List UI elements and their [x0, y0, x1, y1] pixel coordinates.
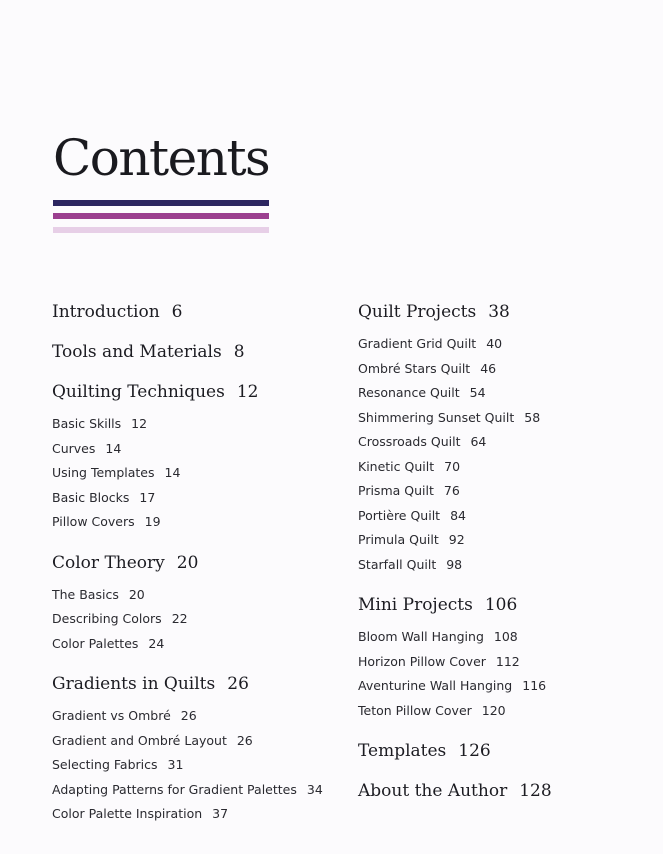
toc-section-heading[interactable] — [52, 551, 342, 575]
entry-page-number: 46 — [480, 360, 497, 376]
toc-entry[interactable] — [52, 437, 342, 462]
toc-section-heading[interactable] — [52, 300, 342, 324]
section-title: Quilt Projects — [358, 302, 477, 322]
toc-entry[interactable] — [52, 704, 342, 729]
entry-page-number: 64 — [470, 434, 487, 449]
entry-title: Using Templates — [52, 465, 155, 480]
entry-title: Crossroads Quilt — [358, 434, 461, 449]
section-title: Introduction — [52, 302, 160, 322]
entry-page-number: 14 — [164, 465, 181, 480]
entry-title: Describing Colors — [52, 611, 162, 626]
toc-section — [52, 672, 342, 827]
title-underline-bar — [53, 227, 269, 233]
entry-title: The Basics — [52, 586, 119, 602]
toc-section — [52, 380, 342, 535]
toc-entry[interactable] — [52, 778, 342, 803]
entry-title: Starfall Quilt — [358, 556, 437, 572]
entry-title: Color Palettes — [52, 635, 139, 651]
entry-title: Resonance Quilt — [358, 385, 460, 400]
entry-page-number: 70 — [444, 458, 461, 474]
section-page-number: 6 — [171, 302, 183, 322]
entry-page-number: 76 — [443, 483, 460, 498]
entry-title: Gradient and Ombré Layout — [52, 732, 227, 748]
toc-section-heading[interactable] — [358, 779, 648, 803]
entry-title: Portière Quilt — [358, 507, 441, 523]
toc-section — [52, 340, 342, 364]
entry-page-number: 22 — [171, 611, 188, 626]
entry-title: Adapting Patterns for Gradient Palettes — [52, 781, 297, 797]
entry-page-number: 84 — [450, 507, 466, 523]
entry-page-number: 31 — [167, 757, 184, 772]
toc-entry[interactable] — [52, 486, 342, 511]
section-page-number: 38 — [488, 302, 510, 322]
toc-entry[interactable] — [358, 699, 648, 724]
toc-entry[interactable] — [52, 632, 342, 657]
toc-entry[interactable] — [52, 607, 342, 632]
entry-title: Gradient Grid Quilt — [358, 336, 477, 351]
entry-page-number: 20 — [128, 586, 145, 602]
entry-title: Prisma Quilt — [358, 483, 434, 498]
entry-page-number: 58 — [524, 409, 541, 425]
entry-title: Selecting Fabrics — [52, 757, 158, 772]
entry-title: Aventurine Wall Hanging — [358, 678, 513, 693]
entry-page-number: 19 — [144, 514, 161, 529]
toc-section-heading[interactable] — [52, 672, 342, 696]
toc-entry[interactable] — [358, 406, 648, 431]
entry-title: Curves — [52, 440, 96, 456]
toc-section — [358, 300, 648, 577]
section-page-number: 106 — [484, 595, 518, 615]
section-page-number: 8 — [233, 342, 245, 362]
toc-entry[interactable] — [52, 583, 342, 608]
toc-entry[interactable] — [52, 802, 342, 827]
entry-page-number: 92 — [448, 532, 465, 547]
toc-section — [52, 551, 342, 657]
section-page-number: 12 — [236, 382, 259, 402]
section-title: Quilting Techniques — [52, 382, 225, 402]
toc-entry[interactable] — [358, 674, 648, 699]
toc-section — [358, 739, 648, 763]
toc-entry[interactable] — [358, 625, 648, 650]
section-title: Color Theory — [52, 552, 165, 573]
section-page-number: 20 — [176, 552, 199, 573]
entry-page-number: 26 — [236, 732, 253, 748]
toc-entry[interactable] — [52, 729, 342, 754]
section-title: Mini Projects — [358, 595, 473, 615]
section-title: Templates — [358, 741, 447, 761]
entry-title: Kinetic Quilt — [358, 458, 435, 474]
entry-title: Pillow Covers — [52, 514, 135, 529]
entry-page-number: 98 — [446, 556, 463, 572]
section-page-number: 126 — [458, 741, 491, 761]
toc-entry[interactable] — [358, 455, 648, 480]
entry-title: Shimmering Sunset Quilt — [358, 409, 515, 425]
entry-title: Gradient vs Ombré — [52, 708, 171, 723]
toc-entry[interactable] — [358, 504, 648, 529]
toc-section-heading[interactable] — [358, 300, 648, 324]
toc-entry[interactable] — [358, 528, 648, 553]
entry-title: Primula Quilt — [358, 532, 439, 547]
toc-entry[interactable] — [358, 332, 648, 357]
title-underline-bar — [53, 200, 269, 206]
entry-page-number: 14 — [105, 440, 122, 456]
entry-title: Basic Skills — [52, 416, 122, 431]
entry-page-number: 40 — [486, 336, 503, 351]
entry-page-number: 34 — [306, 781, 323, 797]
toc-entry[interactable] — [52, 510, 342, 535]
section-title: Gradients in Quilts — [52, 674, 216, 694]
title-underline-bar — [53, 213, 269, 219]
entry-page-number: 37 — [212, 806, 229, 821]
toc-entry[interactable] — [358, 553, 648, 578]
entry-page-number: 120 — [481, 702, 506, 718]
toc-entry[interactable] — [358, 650, 648, 675]
entry-title: Horizon Pillow Cover — [358, 653, 486, 669]
toc-entry[interactable] — [358, 479, 648, 504]
toc-section-heading[interactable] — [52, 380, 342, 404]
toc-section-heading[interactable] — [52, 340, 342, 364]
page-title: Contents — [53, 129, 270, 187]
entry-title: Color Palette Inspiration — [52, 806, 203, 821]
entry-page-number: 12 — [131, 416, 148, 431]
toc-entry[interactable] — [52, 461, 342, 486]
entry-title: Teton Pillow Cover — [358, 702, 472, 718]
toc-right-column — [358, 300, 648, 819]
toc-entry[interactable] — [52, 753, 342, 778]
toc-section — [52, 300, 342, 324]
section-title: Tools and Materials — [52, 342, 222, 362]
toc-entry[interactable] — [358, 430, 648, 455]
entry-page-number: 112 — [495, 653, 520, 669]
toc-entry[interactable] — [358, 357, 648, 382]
section-title: About the Author — [358, 781, 508, 801]
toc-section-heading[interactable] — [358, 739, 648, 763]
entry-title: Ombré Stars Quilt — [358, 360, 471, 376]
entry-page-number: 24 — [148, 635, 165, 651]
entry-page-number: 116 — [522, 678, 547, 693]
entry-page-number: 54 — [469, 385, 486, 400]
toc-section-heading[interactable] — [358, 593, 648, 617]
toc-section — [358, 593, 648, 723]
toc-entry[interactable] — [358, 381, 648, 406]
toc-entry[interactable] — [52, 412, 342, 437]
section-page-number: 128 — [519, 781, 552, 801]
entry-page-number: 108 — [493, 629, 518, 644]
entry-page-number: 26 — [180, 708, 197, 723]
toc-left-column — [52, 300, 342, 843]
entry-title: Bloom Wall Hanging — [358, 629, 484, 644]
entry-title: Basic Blocks — [52, 489, 130, 505]
section-page-number: 26 — [227, 674, 249, 694]
entry-page-number: 17 — [139, 489, 156, 505]
toc-section — [358, 779, 648, 803]
